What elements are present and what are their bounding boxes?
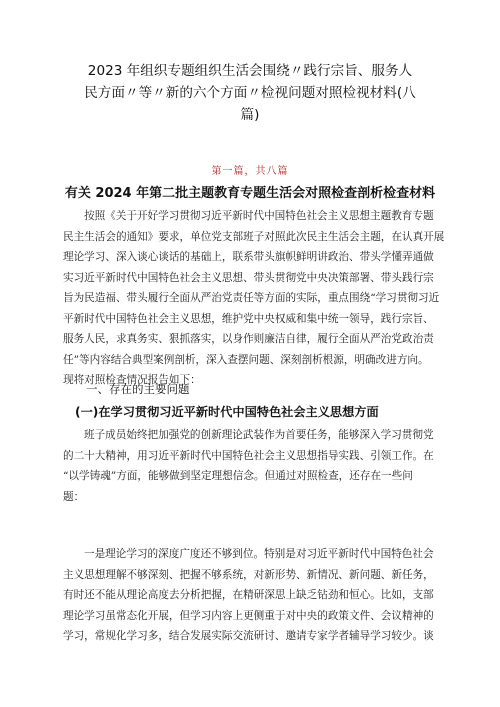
paragraph-line: 理论学习虽常态化开展，但学习内容上更侧重于对中央的政策文件、会议精神的 xyxy=(63,609,434,622)
paragraph-line: 实习近平新时代中国特色社会主义思想、带头贯彻党中央决策部署、带头践行宗 xyxy=(63,271,434,284)
paragraph-line: 有时还不能从理论高度去分析把握，在精研深思上缺乏钻劲和恒心。比如，支部 xyxy=(63,589,434,601)
paragraph-line: 题： xyxy=(63,490,85,503)
paragraph-line: 一是理论学习的深度广度还不够到位。特别是对习近平新时代中国特色社会 xyxy=(84,548,434,560)
title-line: 篇) xyxy=(240,107,260,123)
paragraph-line: 任”等内容结合典型案例剖析，深入查摆问题、深刻剖析根源，明确改进方向。 xyxy=(63,353,429,366)
paragraph-line: 民主生活会的通知》要求，单位党支部班子对照此次民主生活会主题，在认真开展 xyxy=(63,230,445,243)
paragraph-line: 理论学习、深入谈心谈话的基础上，联系带头旗帜鲜明讲政治、带头学懂弄通做 xyxy=(63,251,434,263)
title-line: 民方面〃等〃新的六个方面〃检视问题对照检视材料(八 xyxy=(84,85,416,101)
paragraph-line: 学习，常规化学习多，结合发展实际交流研讨、邀请专家学者辅导学习较少。谈 xyxy=(63,630,434,642)
section-title: 有关 2024 年第二批主题教育专题生活会对照检查剖析检查材料 xyxy=(64,186,436,201)
paragraph-line: 按照《关于开好学习贯彻习近平新时代中国特色社会主义思想主题教育专题 xyxy=(84,210,434,222)
body-paragraph xyxy=(63,544,458,647)
document-title xyxy=(60,60,440,126)
body-paragraph xyxy=(63,425,458,507)
title-line: 2023 年组织专题组织生活会围绕〃践行宗旨、服务人 xyxy=(87,63,413,79)
paragraph-line: 班子成员始终把加强党的创新理论武装作为首要任务，能够深入学习贯彻党 xyxy=(84,429,434,441)
paragraph-line: 的二十大精神，用习近平新时代中国特色社会主义思想指导实践、引领工作。在 xyxy=(63,449,434,462)
paragraph-line: 主义思想理解不够深刻、把握不够系统，对新形势、新情况、新问题、新任务， xyxy=(63,568,434,581)
paragraph-line: 平新时代中国特色社会主义思想，维护党中央权威和集中统一领导，践行宗旨、 xyxy=(63,312,434,325)
paragraph-line: 旨为民造福、带头履行全面从严治党责任等方面的实际，重点围绕“学习贯彻习近 xyxy=(63,292,440,304)
paragraph-line: 服务人民，求真务实、狠抓落实，以身作则廉洁自律，履行全面从严治党政治责 xyxy=(63,333,434,345)
intro-paragraph xyxy=(63,206,458,391)
heading-subsection: (一)在学习贯彻习近平新时代中国特色社会主义思想方面 xyxy=(75,405,379,419)
heading-main-problems: 一、存在的主要问题 xyxy=(86,382,190,396)
part-label: 第一篇，共八篇 xyxy=(211,166,289,177)
paragraph-line: 现将对照检查情况报告如下： xyxy=(63,374,201,386)
paragraph-line: “以学铸魂”方面，能够做到坚定理想信念。但通过对照检查，还存在一些问 xyxy=(63,470,413,482)
